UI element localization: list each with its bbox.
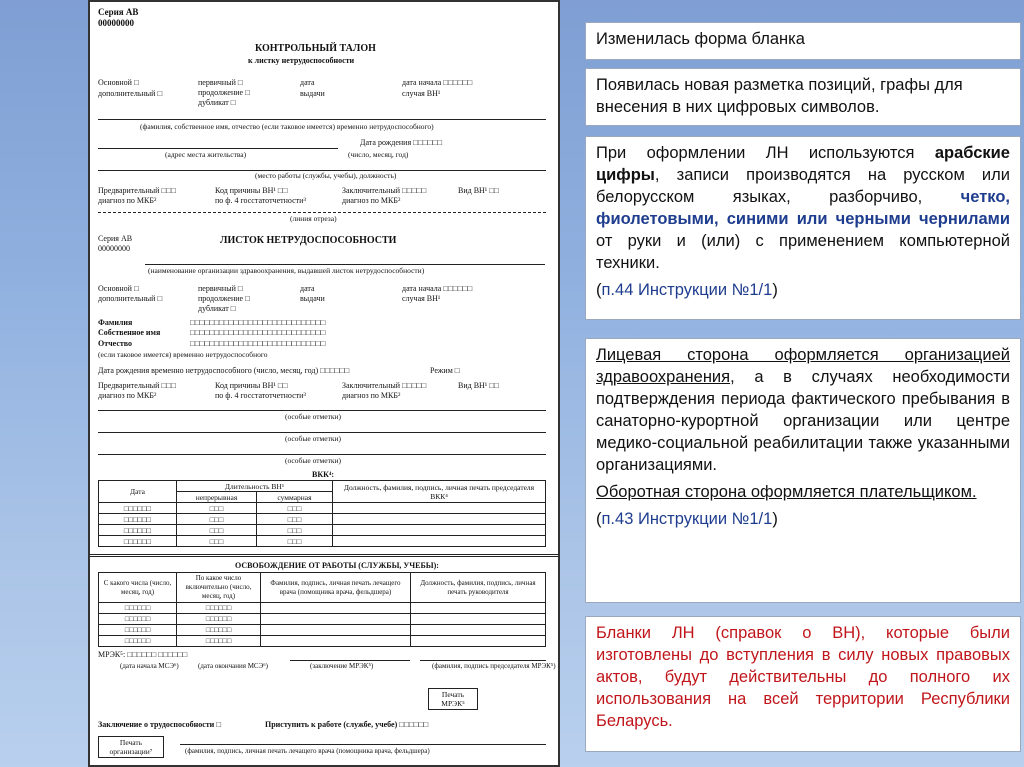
vkk-col-duration: Длительность ВН¹ (177, 481, 333, 492)
return-work-label: Приступить к работе (службе, учебе) □□□□□□ (265, 720, 429, 729)
talon-subtitle: к листку нетрудоспособности (248, 56, 355, 65)
prelim-diagnosis: Предварительный □□□ (98, 186, 176, 195)
table-row: □□□□□□ □□□□□□ (99, 636, 546, 647)
special-notes-1: (особые отметки) (285, 412, 342, 421)
ink-colors-text: четко, фиолетовыми, синими или черными чернилами (596, 188, 1010, 228)
vkk-label: ВКК⁴: (312, 470, 334, 479)
firstname-cells: □□□□□□□□□□□□□□□□□□□□□□□□□□□□ (190, 328, 326, 337)
sick-leave-form (88, 0, 560, 767)
table-row: □□□□□□ □□□ □□□ (99, 503, 546, 514)
instruction-ref-43: п.43 Инструкции №1/1 (601, 510, 773, 528)
patronym-label: Отчество (98, 339, 133, 348)
birth-hint: (число, месяц, год) (348, 150, 409, 159)
org-stamp: Печать организации⁷ (98, 736, 164, 758)
special-notes-2: (особые отметки) (285, 434, 342, 443)
final-diagnosis-label-2: диагноз по МКБ² (342, 391, 401, 400)
extra-checkbox-2: дополнительный □ (98, 294, 163, 303)
talon-title: КОНТРОЛЬНЫЙ ТАЛОН (255, 43, 376, 54)
arabic-digits-text: арабские цифры (596, 144, 1010, 184)
sick-type: Вид ВН¹ □□ (458, 186, 499, 195)
panel-filling-rules: При оформлении ЛН используются арабские цифры, записи производятся на русском или белорусском языках, разборчиво, четко, фиолетовыми, синими или черными чернилами от руки и (или) с применением компьютерной техники. (п.44 Инструкции №1/1) (585, 136, 1021, 320)
patronym-cells: □□□□□□□□□□□□□□□□□□□□□□□□□□□□ (190, 339, 326, 348)
work-ability-label: Заключение о трудоспособности □ (98, 720, 222, 729)
mrek-label: МРЭК⁵: □□□□□□ □□□□□□ (98, 650, 188, 659)
release-title: ОСВОБОЖДЕНИЕ ОТ РАБОТЫ (СЛУЖБЫ, УЧЕБЫ): (235, 561, 439, 570)
firstname-label: Собственное имя (98, 328, 161, 337)
vkk-col-continuous: непрерывная (177, 492, 257, 503)
instruction-ref-44: п.44 Инструкции №1/1 (601, 281, 773, 299)
diagnosis-label: диагноз по МКБ² (98, 196, 157, 205)
final-diagnosis-2: Заключительный □□□□□ (342, 381, 427, 390)
birth-date-label: Дата рождения □□□□□□ (360, 138, 443, 147)
main-checkbox-2: Основной □ (98, 284, 139, 293)
reason-code: Код причины ВН¹ □□ (215, 186, 288, 195)
mse-end-hint: (дата окончания МСЭ⁶) (198, 662, 268, 670)
continuation-checkbox-2: продолжение □ (198, 294, 250, 303)
panel-new-markup (585, 68, 1021, 126)
table-row: □□□□□□ □□□□□□ (99, 603, 546, 614)
doctor-hint: (фамилия, подпись, личная печать лечащего врача (помощника врача, фельдшера) (185, 747, 430, 755)
release-col-from: С какого числа (число, месяц, год) (99, 573, 177, 603)
reason-stat-2: по ф. 4 госстатотчетности³ (215, 391, 306, 400)
front-side-rest: , а в случаях необходимости подтверждения периода фактического пребывания в санаторно-курортной организации или центре медико-социальной реабилитации также указанными организациями. (596, 368, 1010, 474)
issue-label: выдачи (300, 89, 325, 98)
reason-code-2: Код причины ВН¹ □□ (215, 381, 288, 390)
extra-checkbox: дополнительный □ (98, 89, 163, 98)
sick-type-2: Вид ВН¹ □□ (458, 381, 499, 390)
series-label: Серия АВ (98, 7, 139, 17)
patronym-hint: (если таковое имеется) временно нетрудоспособного (98, 350, 268, 359)
mrek-stamp: Печать МРЭК⁵ (428, 688, 478, 710)
series-number-2: 00000000 (98, 244, 130, 253)
primary-checkbox: первичный □ (198, 78, 243, 87)
final-diagnosis: Заключительный □□□□□ (342, 186, 427, 195)
vkk-col-date: Дата (99, 481, 177, 503)
old-forms-text: Бланки ЛН (справок о ВН), которые были изготовлены до вступления в силу новых правовых актов, будут действительны до полного их использования на всей территории Республики Беларусь. (596, 624, 1010, 730)
new-markup-text: Появилась новая разметка позиций, графы для внесения в них цифровых символов. (596, 76, 963, 116)
vkk-col-sign: Должность, фамилия, подпись, личная печать председателя ВКК⁴ (333, 481, 546, 503)
cut-line: (линия отреза) (290, 214, 337, 223)
main-checkbox: Основной □ (98, 78, 139, 87)
vkk-table (98, 480, 546, 547)
table-row: □□□□□□ □□□ □□□ (99, 536, 546, 547)
continuation-checkbox: продолжение □ (198, 88, 250, 97)
case-label: случая ВН¹ (402, 89, 441, 98)
date-label: дата (300, 78, 315, 87)
vkk-col-total: суммарная (257, 492, 333, 503)
table-row: □□□□□□ □□□□□□ (99, 614, 546, 625)
issue-label-2: выдачи (300, 294, 325, 303)
date-label-2: дата (300, 284, 315, 293)
panel-form-changed (585, 22, 1021, 60)
work-hint: (место работы (службы, учебы), должность) (255, 171, 397, 180)
primary-checkbox-2: первичный □ (198, 284, 243, 293)
fio-hint: (фамилия, собственное имя, отчество (если таковое имеется) временно нетрудоспособного) (140, 122, 434, 131)
special-notes-3: (особые отметки) (285, 456, 342, 465)
back-side-text: Оборотная сторона оформляется плательщиком. (596, 483, 977, 501)
address-hint: (адрес места жительства) (165, 150, 247, 159)
series-number: 00000000 (98, 18, 134, 28)
release-col-doctor: Фамилия, подпись, личная печать лечащего врача (помощника врача, фельдшера) (261, 573, 411, 603)
final-diagnosis-label: диагноз по МКБ² (342, 196, 401, 205)
series-label-2: Серия АВ (98, 234, 133, 243)
release-table (98, 572, 546, 647)
front-side-text: Лицевая сторона оформляется организацией здравоохранения (596, 346, 1010, 386)
regime-label: Режим □ (430, 366, 460, 375)
duplicate-checkbox: дубликат □ (198, 98, 236, 107)
filling-text-post: от руки и (или) с применением компьютерной техники. (596, 232, 1010, 272)
release-col-head: Должность, фамилия, подпись, личная печать руководителя (411, 573, 546, 603)
table-row: □□□□□□ □□□ □□□ (99, 514, 546, 525)
list-title: ЛИСТОК НЕТРУДОСПОСОБНОСТИ (220, 235, 397, 246)
surname-label: Фамилия (98, 318, 133, 327)
panel-sides: Лицевая сторона оформляется организацией здравоохранения, а в случаях необходимости подтверждения периода фактического пребывания в санаторно-курортной организации или центре медико-социальной реабилитации также указанными организациями. Оборотная сторона оформляется плательщиком. (п.43 Инструкции №1/1) (585, 338, 1021, 603)
start-date-label-2: дата начала □□□□□□ (402, 284, 473, 293)
mse-start-hint: (дата начала МСЭ⁶) (120, 662, 179, 670)
start-date-label: дата начала □□□□□□ (402, 78, 473, 87)
mrek-chair-hint: (фамилия, подпись председателя МРЭК⁵) (432, 662, 556, 670)
duplicate-checkbox-2: дубликат □ (198, 304, 236, 313)
reason-stat: по ф. 4 госстатотчетности³ (215, 196, 306, 205)
panel-old-forms (585, 616, 1021, 752)
diagnosis-label-2: диагноз по МКБ² (98, 391, 157, 400)
mrek-conclusion-hint: (заключение МРЭК⁵) (310, 662, 374, 670)
prelim-diagnosis-2: Предварительный □□□ (98, 381, 176, 390)
birth-date-2: Дата рождения временно нетрудоспособного (число, месяц, год) □□□□□□ (98, 366, 350, 375)
org-hint: (наименование организации здравоохранения, выдавшей листок нетрудоспособности) (148, 266, 425, 275)
form-changed-text: Изменилась форма бланка (596, 30, 805, 48)
table-row: □□□□□□ □□□ □□□ (99, 525, 546, 536)
release-col-to: По какое число включительно (число, месяц, год) (177, 573, 261, 603)
case-label-2: случая ВН¹ (402, 294, 441, 303)
table-row: □□□□□□ □□□□□□ (99, 625, 546, 636)
surname-cells: □□□□□□□□□□□□□□□□□□□□□□□□□□□□ (190, 318, 326, 327)
filling-text-mid: , записи производятся на русском или белорусском языках, разборчиво, (596, 166, 1010, 206)
filling-text-pre: При оформлении ЛН используются (596, 144, 935, 162)
